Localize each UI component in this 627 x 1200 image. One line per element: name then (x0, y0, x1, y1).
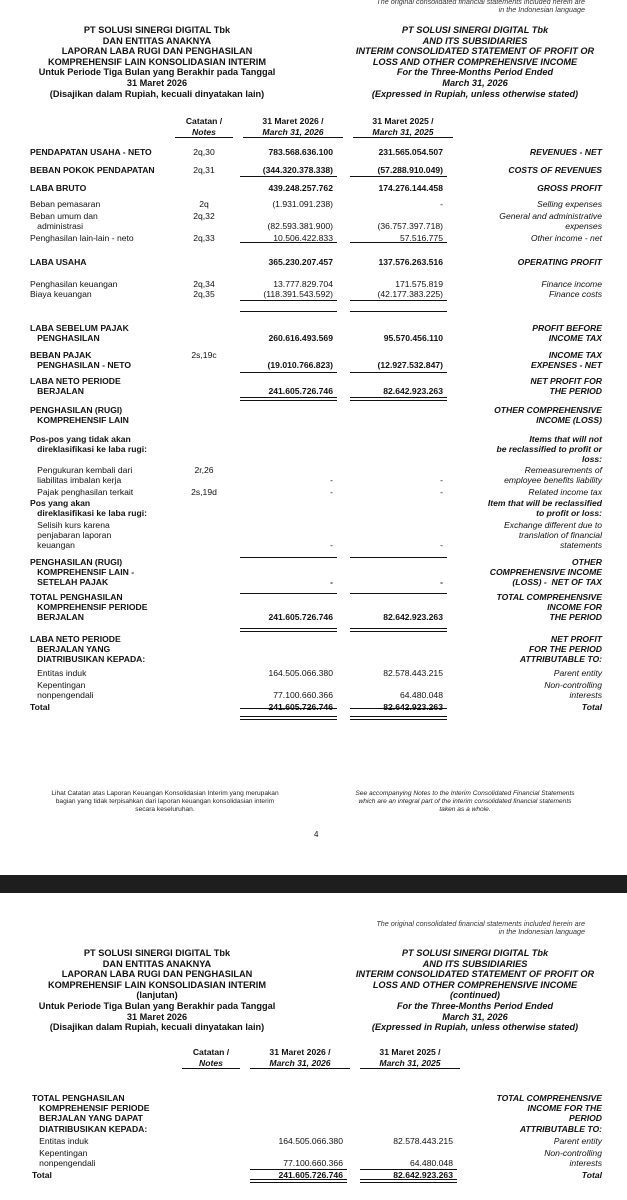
value-2025: 57.516.775 (399, 233, 443, 243)
row-label-en: PERIOD (569, 1113, 602, 1124)
row-label-id: direklasifikasi ke laba rugi: (30, 508, 148, 519)
header-line: DAN ENTITAS ANAKNYA (102, 35, 212, 46)
column-header-2026 (243, 116, 343, 138)
column-header-line: Notes (175, 127, 233, 139)
row-label-id: Pos-pos yang tidak akan (30, 434, 131, 444)
row-label-id: TOTAL PENGHASILAN (30, 592, 123, 602)
row-label-en: expenses (565, 221, 602, 232)
row-label-id: KOMPREHENSIF PERIODE (30, 602, 148, 613)
row-label-en: REVENUES - NET (529, 147, 602, 157)
row-label-en: THE PERIOD (549, 386, 602, 397)
row-label-en: EXPENSES - NET (530, 360, 602, 371)
underline (240, 242, 337, 243)
row-label-en: OPERATING PROFIT (517, 257, 602, 267)
column-header-notes (182, 1047, 240, 1069)
row-label-id: Beban umum dan (30, 211, 98, 221)
statement-title: LOSS AND OTHER COMPREHENSIVE INCOME (372, 56, 578, 67)
value-2025: (57.288.910.049) (377, 165, 443, 175)
page-number: 4 (314, 830, 319, 839)
footnote-line: See accompanying Notes to the Interim Consolidated Financial Statements (355, 790, 575, 797)
header-line: AND ITS SUBSIDIARIES (422, 35, 528, 46)
underline (350, 242, 447, 243)
underline (350, 372, 447, 373)
row-label-en: INCOME FOR (547, 602, 602, 613)
value-2026: (344.320.378.338) (262, 165, 333, 175)
double-underline (360, 1179, 457, 1183)
value-2025: (12.927.532.847) (377, 360, 443, 371)
statement-title: LOSS AND OTHER COMPREHENSIVE INCOME (372, 979, 578, 990)
underline (350, 557, 447, 558)
row-label-en: NET PROFIT (550, 634, 602, 644)
header-indonesian (12, 948, 302, 1033)
currency-note: (Disajikan dalam Rupiah, kecuali dinyatakan lain) (49, 88, 265, 99)
value-2025: 95.570.456.110 (383, 333, 443, 344)
row-label-id: LABA USAHA (30, 257, 87, 267)
note-line: The original consolidated financial statements included herein are (376, 0, 585, 6)
note-line: in the Indonesian language (498, 5, 585, 14)
row-label-en: OTHER COMPREHENSIVE (494, 405, 602, 415)
value-2026: 241.605.726.746 (278, 1170, 343, 1180)
original-language-note (376, 920, 585, 936)
row-label-id: LABA BRUTO (30, 183, 87, 193)
row-label-en: Parent entity (553, 1136, 602, 1146)
underline (350, 300, 447, 301)
row-label-id: BERJALAN YANG (30, 644, 111, 655)
column-header-line: 31 Maret 2026 / (262, 116, 324, 126)
row-label-id: nonpengendali (32, 1158, 96, 1169)
underline (240, 708, 337, 709)
row-label-en: interests (569, 690, 602, 701)
double-underline (240, 397, 337, 401)
value-2026: (118.391.543.592) (263, 289, 333, 299)
underline (240, 311, 337, 312)
header-english (330, 948, 620, 1033)
row-label-id: Beban pemasaran (30, 199, 101, 209)
row-label-en: INCOME FOR THE (527, 1103, 602, 1114)
value-2026: 77.100.660.366 (283, 1158, 343, 1169)
row-label-id: Total (32, 1170, 52, 1180)
row-label-id: PENGHASILAN (RUGI) (30, 405, 123, 415)
row-label-id: Pengukuran kembali dari (30, 465, 133, 475)
period-line: For the Three-Months Period Ended (396, 1000, 554, 1011)
column-header-line: Catatan / (185, 116, 223, 126)
row-note-ref: 2s,19d (191, 487, 217, 497)
period-date: March 31, 2026 (442, 1011, 508, 1022)
company-name: PT SOLUSI SINERGI DIGITAL Tbk (401, 25, 549, 35)
header-indonesian (12, 25, 302, 99)
row-label-id: Selisih kurs karena (30, 520, 110, 530)
row-label-id: SETELAH PAJAK (30, 577, 109, 588)
value-2026: 164.505.066.380 (278, 1136, 343, 1146)
value-2026: 260.616.493.569 (268, 333, 333, 344)
row-label-en: interests (569, 1158, 602, 1169)
period-line: Untuk Periode Tiga Bulan yang Berakhir pada Tanggal (38, 1000, 276, 1011)
row-label-id: keuangan (30, 540, 75, 551)
row-note-ref: 2q,30 (193, 147, 215, 157)
value-2025: - (440, 199, 443, 209)
currency-note: (Expressed in Rupiah, unless otherwise stated) (371, 1022, 579, 1033)
company-name: PT SOLUSI SINERGI DIGITAL Tbk (83, 25, 231, 35)
value-2025: 137.576.263.516 (378, 257, 443, 267)
row-label-en: THE PERIOD (549, 612, 602, 623)
row-label-en: Related income tax (528, 487, 602, 497)
row-label-en: INCOME TAX (548, 333, 602, 344)
value-2025: 82.578.443.215 (393, 1136, 453, 1146)
value-2026: 13.777.829.704 (273, 279, 333, 289)
value-2026: 241.605.726.746 (268, 386, 333, 397)
value-2026: - (330, 577, 333, 588)
row-label-en: ATTRIBUTABLE TO: (519, 1123, 602, 1134)
row-label-en: COSTS OF REVENUES (508, 165, 602, 175)
row-label-id: DIATRIBUSIKAN KEPADA: (32, 1123, 148, 1134)
value-2026: 783.568.636.100 (268, 147, 333, 157)
value-2025: - (440, 487, 443, 497)
value-2026: (82.593.381.900) (267, 221, 333, 232)
row-label-en: TOTAL COMPREHENSIVE (496, 592, 602, 602)
row-label-id: LABA SEBELUM PAJAK (30, 323, 129, 333)
continued-label: (lanjutan) (136, 990, 178, 1001)
column-header-line: 31 Maret 2026 / (269, 1047, 331, 1057)
value-2026: 365.230.207.457 (268, 257, 333, 267)
row-note-ref: 2q,34 (193, 279, 215, 289)
value-2026: 77.100.660.366 (273, 690, 333, 701)
underline (350, 593, 447, 594)
row-label-id: BERJALAN (30, 612, 84, 623)
double-underline (350, 716, 447, 720)
row-label-id: Entitas induk (30, 668, 87, 678)
row-label-id: Penghasilan keuangan (30, 279, 118, 289)
row-label-en: Exchange different due to (504, 520, 602, 530)
row-label-id: PENGHASILAN - NETO (30, 360, 132, 371)
footnote-line: Lihat Catatan atas Laporan Keuangan Konsolidasian Interim yang merupakan (51, 790, 279, 797)
row-label-id: direklasifikasi ke laba rugi: (30, 444, 148, 455)
value-2025: - (440, 577, 443, 588)
row-label-id: PENGHASILAN (30, 333, 100, 344)
note-line: in the Indonesian language (498, 927, 585, 936)
column-header-line: 31 Maret 2025 / (379, 1047, 441, 1057)
column-header-line: March 31, 2025 (360, 1058, 460, 1070)
row-note-ref: 2q (199, 199, 209, 209)
value-2025: 82.642.923.263 (393, 1170, 453, 1180)
footnote-line: bagian yang tidak terpisahkan dari laporan keuangan konsolidasian interim (55, 798, 275, 805)
period-date: 31 Maret 2026 (126, 77, 188, 88)
underline (240, 593, 337, 594)
value-2025: 174.276.144.458 (378, 183, 443, 193)
value-2026: 241.605.726.746 (268, 702, 333, 712)
row-label-id: PENDAPATAN USAHA - NETO (30, 147, 152, 157)
row-label-en: COMPREHENSIVE INCOME (489, 567, 602, 578)
footnote-line: secara keseluruhan. (135, 806, 195, 813)
row-label-en: (LOSS) - NET OF TAX (512, 577, 602, 588)
row-label-en: FOR THE PERIOD (528, 644, 602, 655)
row-note-ref: 2q,33 (193, 233, 215, 243)
value-2025: - (440, 475, 443, 486)
row-label-id: liabilitas imbalan kerja (30, 475, 122, 486)
row-label-en: Finance costs (548, 289, 602, 299)
company-name: PT SOLUSI SINERGI DIGITAL Tbk (401, 948, 549, 958)
company-name: PT SOLUSI SINERGI DIGITAL Tbk (83, 948, 231, 958)
column-header-line: March 31, 2025 (353, 127, 453, 139)
row-label-en: Non-controlling (544, 1148, 602, 1158)
row-label-id: Pajak penghasilan terkait (30, 487, 134, 497)
column-header-line: 31 Maret 2025 / (372, 116, 434, 126)
double-underline (250, 1179, 347, 1183)
row-label-id: Entitas induk (32, 1136, 89, 1146)
row-label-id: administrasi (30, 221, 84, 232)
statement-title: LAPORAN LABA RUGI DAN PENGHASILAN (61, 969, 253, 980)
value-2025: 82.642.923.263 (383, 612, 443, 623)
row-note-ref: 2s,19c (191, 350, 217, 360)
statement-page-2 (0, 893, 627, 1200)
header-line: AND ITS SUBSIDIARIES (422, 958, 528, 969)
row-label-id: BEBAN POKOK PENDAPATAN (30, 165, 155, 175)
row-label-id: BERJALAN (30, 386, 84, 397)
underline (240, 300, 337, 301)
original-language-note (376, 0, 585, 14)
row-label-id: Pos yang akan (30, 498, 91, 508)
row-label-id: DIATRIBUSIKAN KEPADA: (30, 654, 146, 665)
double-underline (240, 628, 337, 632)
row-note-ref: 2q,31 (193, 165, 215, 175)
row-label-en: INCOME (LOSS) (536, 415, 602, 426)
column-header-2026 (250, 1047, 350, 1069)
row-label-en: PROFIT BEFORE (532, 323, 602, 333)
period-date: March 31, 2026 (442, 77, 508, 88)
row-label-id: nonpengendali (30, 690, 94, 701)
value-2026: 10.506.422.833 (273, 233, 333, 243)
value-2026: 241.605.726.746 (268, 612, 333, 623)
row-label-id: TOTAL PENGHASILAN (32, 1093, 125, 1103)
row-label-en: Item that will be reclassified (487, 498, 602, 508)
row-label-en: GROSS PROFIT (537, 183, 602, 193)
column-header-line: Catatan / (192, 1047, 230, 1057)
row-label-en: TOTAL COMPREHENSIVE (496, 1093, 602, 1103)
value-2026: - (330, 475, 333, 486)
double-underline (350, 628, 447, 632)
value-2026: (1.931.091.238) (272, 199, 333, 209)
value-2025: 171.575.819 (395, 279, 443, 289)
statement-title: KOMPREHENSIF LAIN KONSOLIDASIAN INTERIM (48, 56, 266, 67)
column-header-2025 (353, 116, 453, 138)
column-header-line: March 31, 2026 (243, 127, 343, 139)
value-2025: - (440, 540, 443, 551)
column-header-line: Notes (182, 1058, 240, 1070)
column-header-notes (175, 116, 233, 138)
value-2025: (36.757.397.718) (377, 221, 443, 232)
footnote-line: taken as a whole. (439, 806, 491, 813)
row-label-id: penjabaran laporan (30, 530, 112, 541)
value-2025: 82.642.923.263 (383, 702, 443, 712)
underline (360, 1169, 457, 1170)
row-note-ref: 2r,26 (194, 465, 214, 475)
row-label-en: Selling expenses (537, 199, 602, 209)
row-note-ref: 2q,32 (193, 211, 215, 221)
header-english (330, 25, 620, 99)
footnote-line: which are an integral part of the interim consolidated financial statements (358, 798, 572, 805)
underline (240, 557, 337, 558)
period-line: For the Three-Months Period Ended (396, 67, 554, 78)
row-label-id: Total (30, 702, 50, 712)
underline (240, 372, 337, 373)
row-label-en: to profit or loss: (536, 508, 602, 519)
footnote-english (320, 790, 610, 814)
row-label-en: be reclassified to profit or (496, 444, 602, 455)
row-label-en: Non-controlling (544, 680, 602, 690)
header-line: DAN ENTITAS ANAKNYA (102, 958, 212, 969)
row-label-id: LABA NETO PERIODE (30, 634, 121, 644)
value-2025: 231.565.054.507 (378, 147, 443, 157)
statement-title: INTERIM CONSOLIDATED STATEMENT OF PROFIT OR (355, 969, 595, 980)
value-2025: 64.480.048 (399, 690, 443, 701)
statement-title: LAPORAN LABA RUGI DAN PENGHASILAN (61, 46, 253, 57)
row-label-id: Kepentingan (30, 680, 86, 690)
row-label-en: translation of financial (518, 530, 602, 541)
value-2025: 82.642.923.263 (383, 386, 443, 397)
column-header-2025 (360, 1047, 460, 1069)
row-label-id: Penghasilan lain-lain - neto (30, 233, 134, 243)
value-2025: 82.578.443.215 (383, 668, 443, 678)
currency-note: (Expressed in Rupiah, unless otherwise stated) (371, 88, 579, 99)
value-2026: 164.505.066.380 (268, 668, 333, 678)
column-header-line: March 31, 2026 (250, 1058, 350, 1070)
value-2025: (42.177.383.225) (377, 289, 443, 299)
value-2026: (19.010.766.823) (267, 360, 333, 371)
row-label-en: statements (559, 540, 602, 551)
row-label-en: Remeasurements of (524, 465, 602, 475)
page-separator (0, 875, 627, 893)
row-label-en: Finance income (541, 279, 602, 289)
row-label-id: LABA NETO PERIODE (30, 376, 121, 386)
row-label-id: KOMPREHENSIF PERIODE (32, 1103, 150, 1114)
row-label-en: INCOME TAX (548, 350, 602, 360)
row-label-en: General and administrative (499, 211, 602, 221)
footnote-indonesian (20, 790, 310, 814)
row-label-en: Items that will not (529, 434, 602, 444)
row-label-id: PENGHASILAN (RUGI) (30, 557, 123, 567)
row-note-ref: 2q,35 (193, 289, 215, 299)
currency-note: (Disajikan dalam Rupiah, kecuali dinyatakan lain) (49, 1022, 265, 1033)
row-label-id: BEBAN PAJAK (30, 350, 92, 360)
row-label-en: Total (581, 702, 602, 712)
row-label-en: employee benefits liability (504, 475, 602, 486)
double-underline (240, 716, 337, 720)
underline (250, 1169, 347, 1170)
statement-title: INTERIM CONSOLIDATED STATEMENT OF PROFIT OR (355, 46, 595, 57)
row-label-en: Total (581, 1170, 602, 1180)
value-2026: - (330, 540, 333, 551)
row-label-en: ATTRIBUTABLE TO: (519, 654, 602, 665)
underline (240, 176, 337, 177)
row-label-id: KOMPREHENSIF LAIN - (30, 567, 135, 578)
period-date: 31 Maret 2026 (126, 1011, 188, 1022)
value-2025: 64.480.048 (409, 1158, 453, 1169)
note-line: The original consolidated financial statements included herein are (376, 919, 585, 928)
row-label-id: KOMPREHENSIF LAIN (30, 415, 129, 426)
underline (350, 311, 447, 312)
row-label-en: loss: (581, 454, 602, 465)
statement-title: KOMPREHENSIF LAIN KONSOLIDASIAN INTERIM (48, 979, 266, 990)
continued-label: (continued) (449, 990, 500, 1001)
row-label-id: BERJALAN YANG DAPAT (32, 1113, 143, 1124)
underline (350, 176, 447, 177)
period-line: Untuk Periode Tiga Bulan yang Berakhir pada Tanggal (38, 67, 276, 78)
double-underline (350, 397, 447, 401)
underline (350, 708, 447, 709)
value-2026: - (330, 487, 333, 497)
row-label-id: Kepentingan (32, 1148, 88, 1158)
row-label-en: NET PROFIT FOR (530, 376, 602, 386)
row-label-en: Other income - net (530, 233, 602, 243)
row-label-id: Biaya keuangan (30, 289, 92, 299)
value-2026: 439.248.257.762 (268, 183, 333, 193)
row-label-en: Parent entity (553, 668, 602, 678)
row-label-en: OTHER (571, 557, 602, 567)
